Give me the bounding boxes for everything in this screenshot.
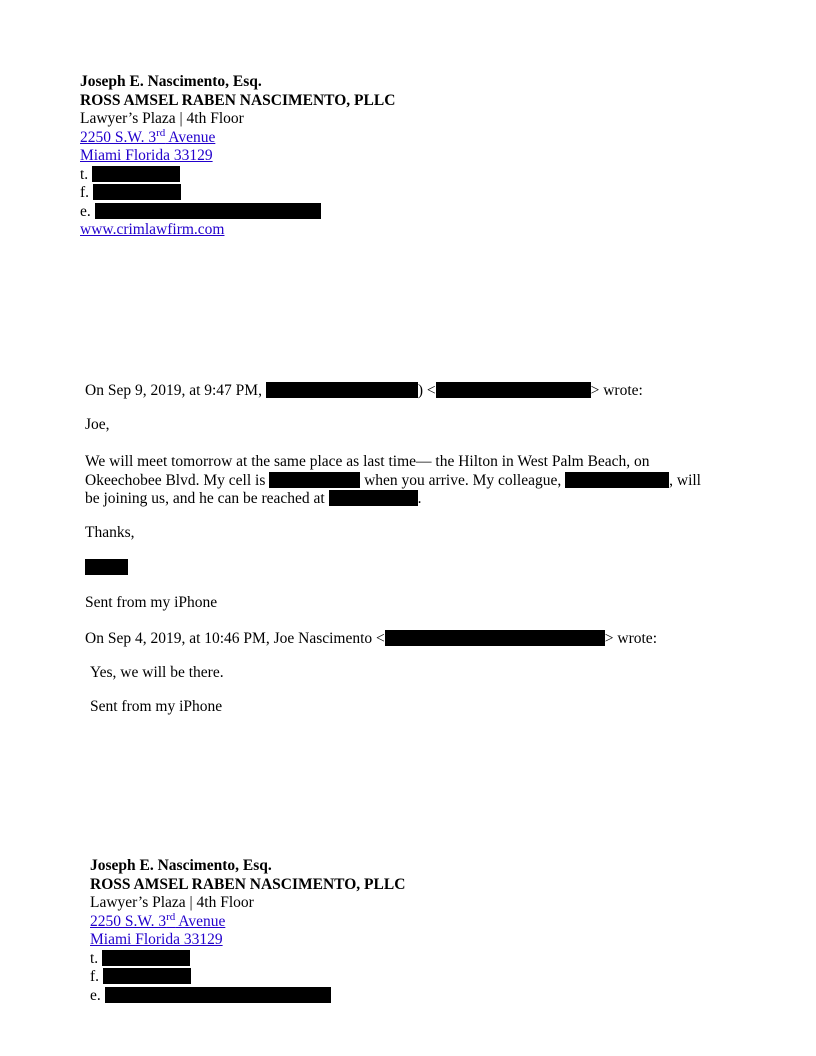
firm-name: ROSS AMSEL RABEN NASCIMENTO, PLLC (80, 91, 396, 109)
redaction-box (266, 382, 418, 398)
message2-sent-from: Sent from my iPhone (90, 698, 223, 715)
redaction-box (95, 203, 321, 219)
phone-line: t. (90, 950, 405, 969)
fax-line: f. (90, 968, 405, 987)
signature-top (80, 73, 395, 240)
signer-name: Joseph E. Nascimento, Esq. (80, 73, 262, 90)
message1-body-line: We will meet tomorrow at the same place as last time— the Hilton in West Palm Beach, on (85, 453, 650, 470)
firm-name: ROSS AMSEL RABEN NASCIMENTO, PLLC (90, 875, 406, 893)
redaction-box (436, 382, 591, 398)
redaction-box (105, 987, 331, 1003)
message1-header: On Sep 9, 2019, at 9:47 PM, ) < > wrote: (85, 382, 643, 399)
message1-body (85, 453, 745, 509)
message1-greeting: Joe, (85, 416, 110, 433)
redaction-box (85, 559, 128, 575)
office-location: Lawyer’s Plaza | 4th Floor (90, 894, 254, 911)
office-location: Lawyer’s Plaza | 4th Floor (80, 110, 244, 127)
signature-bottom (90, 857, 405, 1005)
redaction-box (269, 472, 360, 488)
message1-closing: Thanks, (85, 524, 135, 541)
signature-redacted (85, 559, 128, 577)
redaction-box (385, 630, 605, 646)
website-link[interactable]: www.crimlawfirm.com (80, 221, 225, 238)
redaction-box (92, 166, 180, 182)
street-address-link[interactable]: 2250 S.W. 3rd Avenue (90, 910, 226, 930)
message2-body: Yes, we will be there. (90, 664, 224, 681)
city-address-link[interactable]: Miami Florida 33129 (80, 147, 213, 164)
city-address-link[interactable]: Miami Florida 33129 (90, 931, 223, 948)
redaction-box (93, 184, 181, 200)
fax-line: f. (80, 184, 395, 203)
redaction-box (103, 968, 191, 984)
redaction-box (329, 490, 418, 506)
message1-sent-from: Sent from my iPhone (85, 594, 218, 611)
street-address-link[interactable]: 2250 S.W. 3rd Avenue (80, 126, 216, 146)
signer-name: Joseph E. Nascimento, Esq. (90, 857, 272, 874)
email-line: e. (80, 203, 395, 222)
message1-body-line: Okeechobee Blvd. My cell is when you arrive. My colleague, , will (85, 471, 701, 489)
redaction-box (102, 950, 190, 966)
email-line: e. (90, 987, 405, 1006)
message2-header: On Sep 4, 2019, at 10:46 PM, Joe Nascimento < > wrote: (85, 630, 657, 647)
phone-line: t. (80, 166, 395, 185)
redaction-box (565, 472, 669, 488)
message1-body-line: be joining us, and he can be reached at . (85, 490, 422, 507)
